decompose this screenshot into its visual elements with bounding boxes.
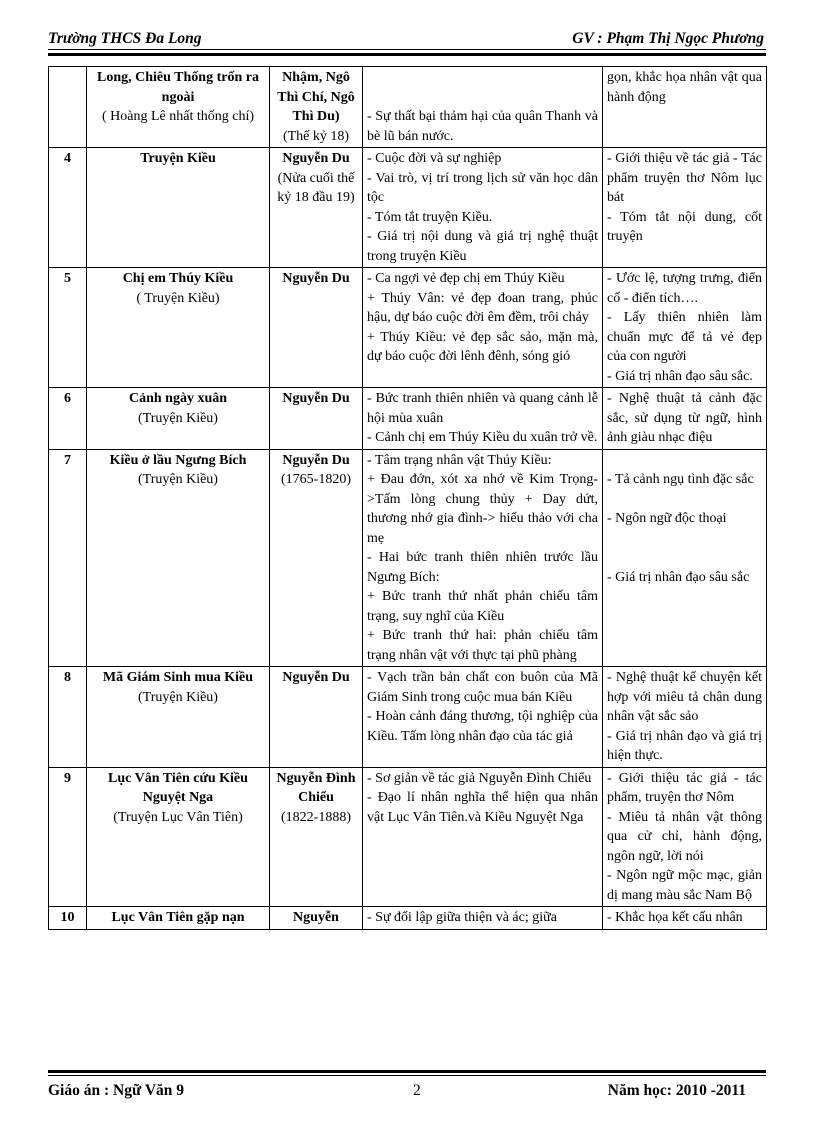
- row-number: 6: [49, 388, 87, 450]
- work-cell: [87, 148, 270, 268]
- art-line: - Tóm tắt nội dung, cốt truyện: [607, 209, 762, 244]
- content-cell: [363, 907, 603, 930]
- author-period: (Thế kỷ 18): [282, 128, 350, 144]
- work-cell: [87, 67, 270, 148]
- content-line: - Sự thất bại thảm hại của quân Thanh và bè lũ bán nước.: [367, 109, 598, 144]
- table-row: [49, 388, 767, 450]
- work-cell: [87, 667, 270, 768]
- author-cell: [270, 388, 363, 450]
- work-title: Truyện Kiều: [140, 151, 216, 166]
- spacer: [367, 88, 598, 108]
- author-cell: [270, 67, 363, 148]
- work-source: ( Hoàng Lê nhất thống chí): [101, 109, 254, 124]
- table-row: [49, 148, 767, 268]
- teacher-name: GV : Phạm Thị Ngọc Phương: [572, 30, 764, 47]
- author-name: Nguyễn Đình Chiểu: [276, 770, 356, 805]
- content-cell: [363, 67, 603, 148]
- author-cell: [270, 268, 363, 388]
- work-source: (Truyện Kiều): [138, 472, 218, 487]
- school-name: Trường THCS Đa Long: [48, 30, 202, 47]
- art-line: - Ước lệ, tượng trưng, điển cố - điển tích….: [607, 271, 762, 306]
- art-cell: [603, 667, 767, 768]
- row-number: 4: [49, 148, 87, 268]
- lesson-table-body: [49, 67, 767, 930]
- header-rule-thick: [48, 53, 766, 56]
- work-cell: [87, 388, 270, 450]
- work-cell: [87, 268, 270, 388]
- art-line: - Giá trị nhân đạo sâu sắc: [607, 569, 750, 585]
- art-line: gọn, khắc họa nhân vật qua hành động: [607, 70, 762, 105]
- work-cell: [87, 767, 270, 907]
- content-line: - Bức tranh thiên nhiên và quang cảnh lễ hội mùa xuân: [367, 391, 598, 426]
- content-line: - Vạch trần bản chất con buôn của Mã Giám Sinh trong cuộc mua bán Kiều: [367, 670, 598, 705]
- author-name: Nguyễn Du: [282, 452, 350, 468]
- work-title: Mã Giám Sinh mua Kiều: [102, 670, 254, 685]
- author-name: Nguyễn Du: [282, 151, 350, 166]
- author-name: Nguyễn Du: [282, 391, 350, 406]
- art-line: - Tả cảnh ngụ tình đặc sắc: [607, 472, 754, 487]
- content-cell: [363, 767, 603, 907]
- art-cell: [603, 388, 767, 450]
- lesson-table: [48, 66, 767, 930]
- page-footer: [48, 1082, 766, 1102]
- table-row: [49, 667, 767, 768]
- art-line: - Nghệ thuật tả cảnh đặc sắc, sử dụng từ ngữ, hình ảnh giàu nhạc điệu: [607, 391, 762, 445]
- work-title: Lục Vân Tiên gặp nạn: [111, 910, 245, 925]
- work-cell: [87, 449, 270, 667]
- spacer: [607, 548, 762, 568]
- art-line: - Ngôn ngữ độc thoại: [607, 511, 727, 526]
- work-title: Long, Chiêu Thống trốn ra ngoài: [97, 70, 259, 105]
- content-cell: [363, 148, 603, 268]
- content-line: + Thúy Kiều: vẻ đẹp sắc sảo, mặn mà, dự báo cuộc đời lênh đênh, sóng gió: [367, 329, 598, 364]
- art-line: - Khắc họa kết cấu nhân: [607, 910, 743, 925]
- content-cell: [363, 268, 603, 388]
- footer-subject: Giáo án : Ngữ Văn 9: [48, 1082, 185, 1099]
- art-line: - Nghệ thuật kể chuyện kết hợp với miêu tả chân dung nhân vật sắc sảo: [607, 670, 762, 724]
- art-line: - Giá trị nhân đạo sâu sắc.: [607, 368, 753, 384]
- author-period: (1822-1888): [281, 809, 351, 825]
- row-number: 7: [49, 449, 87, 667]
- work-source: (Truyện Kiều): [138, 689, 218, 705]
- work-source: (Truyện Lục Vân Tiên): [113, 809, 243, 825]
- page-number: 2: [413, 1082, 421, 1099]
- table-row: [49, 449, 767, 667]
- header-rule-thin: [48, 49, 766, 50]
- author-cell: [270, 767, 363, 907]
- table-row: [49, 907, 767, 930]
- footer-rule-thin: [48, 1075, 766, 1076]
- spacer: [367, 68, 598, 88]
- content-line: - Ca ngợi vẻ đẹp chị em Thúy Kiều: [367, 271, 565, 286]
- author-name: Nguyễn Du: [282, 670, 350, 685]
- content-line: + Bức tranh thứ hai: phản chiếu tâm trạng nhân vật với thực tại phũ phàng: [367, 628, 598, 663]
- spacer: [607, 490, 762, 510]
- content-line: - Giá trị nội dung và giá trị nghệ thuật trong truyện Kiều: [367, 229, 598, 264]
- author-cell: [270, 667, 363, 768]
- content-line: - Vai trò, vị trí trong lịch sử văn học dân tộc: [367, 170, 598, 205]
- author-period: (1765-1820): [281, 472, 351, 487]
- row-number: [49, 67, 87, 148]
- footer-school-year: Năm học: 2010 -2011: [607, 1082, 746, 1099]
- content-line: - Tóm tắt truyện Kiều.: [367, 209, 493, 225]
- spacer: [607, 529, 762, 549]
- author-period: (Nửa cuối thế kỷ 18 đầu 19): [277, 170, 355, 205]
- work-title: Chị em Thúy Kiều: [122, 271, 234, 286]
- art-cell: [603, 907, 767, 930]
- author-name: Nhậm, Ngô Thì Chí, Ngô Thì Du): [277, 70, 355, 124]
- work-source: (Truyện Kiều): [138, 410, 218, 426]
- content-line: - Cuộc đời và sự nghiệp: [367, 151, 502, 166]
- row-number: 10: [49, 907, 87, 930]
- table-row: [49, 67, 767, 148]
- work-title: Lục Vân Tiên cứu Kiều Nguyệt Nga: [108, 770, 248, 805]
- art-cell: [603, 67, 767, 148]
- art-line: - Miêu tả nhân vật thông qua cử chỉ, hành động, ngôn ngữ, lời nói: [607, 809, 762, 864]
- author-cell: [270, 449, 363, 667]
- content-line: - Đạo lí nhân nghĩa thể hiện qua nhân vật Lục Vân Tiên.và Kiều Nguyệt Nga: [367, 790, 598, 825]
- work-title: Cảnh ngày xuân: [128, 391, 228, 406]
- art-line: - Lấy thiên nhiên làm chuẩn mực để tả vẻ đẹp của con người: [607, 310, 762, 364]
- art-cell: [603, 148, 767, 268]
- art-line: - Ngôn ngữ mộc mạc, giản dị mang màu sắc Nam Bộ: [607, 868, 762, 903]
- content-line: - Tâm trạng nhân vật Thúy Kiều:: [367, 452, 552, 468]
- content-line: - Sơ giản về tác giả Nguyễn Đình Chiểu: [367, 770, 592, 786]
- content-line: + Bức tranh thứ nhất phản chiếu tâm trạng, suy nghĩ của Kiều: [367, 589, 598, 624]
- art-cell: [603, 449, 767, 667]
- work-source: ( Truyện Kiều): [136, 290, 220, 306]
- content-line: + Đau đớn, xót xa nhớ về Kim Trọng->Tấm lòng chung thủy + Day dứt, thương nhớ gia đình-> hiếu thảo với cha mẹ: [367, 472, 598, 546]
- content-line: - Sự đối lập giữa thiện và ác; giữa: [367, 910, 557, 925]
- content-cell: [363, 388, 603, 450]
- art-line: - Giới thiệu tác giả - tác phẩm, truyện thơ Nôm: [607, 770, 762, 805]
- work-cell: [87, 907, 270, 930]
- art-line: - Giới thiệu về tác giả - Tác phẩm truyện thơ Nôm lục bát: [607, 151, 762, 205]
- content-line: - Cảnh chị em Thúy Kiều du xuân trở về.: [367, 430, 598, 445]
- art-cell: [603, 767, 767, 907]
- work-title: Kiều ở lầu Ngưng Bích: [109, 452, 247, 468]
- table-row: [49, 767, 767, 907]
- row-number: 8: [49, 667, 87, 768]
- content-line: - Hai bức tranh thiên nhiên trước lầu Ngưng Bích:: [367, 550, 598, 585]
- content-line: - Hoàn cảnh đáng thương, tội nghiệp của Kiều. Tấm lòng nhân đạo của tác giả: [367, 709, 598, 744]
- row-number: 5: [49, 268, 87, 388]
- footer-rule-thick: [48, 1070, 766, 1073]
- table-row: [49, 268, 767, 388]
- author-name: Nguyễn Du: [282, 271, 350, 286]
- spacer: [607, 451, 762, 471]
- content-cell: [363, 449, 603, 667]
- art-line: - Giá trị nhân đạo và giá trị hiện thực.: [607, 728, 762, 763]
- art-cell: [603, 268, 767, 388]
- page-header: [48, 30, 766, 50]
- content-line: + Thúy Vân: vẻ đẹp đoan trang, phúc hậu, dự báo cuộc đời êm đềm, trôi chảy: [367, 290, 598, 325]
- content-cell: [363, 667, 603, 768]
- author-name: Nguyễn: [293, 910, 339, 925]
- author-cell: [270, 148, 363, 268]
- row-number: 9: [49, 767, 87, 907]
- author-cell: [270, 907, 363, 930]
